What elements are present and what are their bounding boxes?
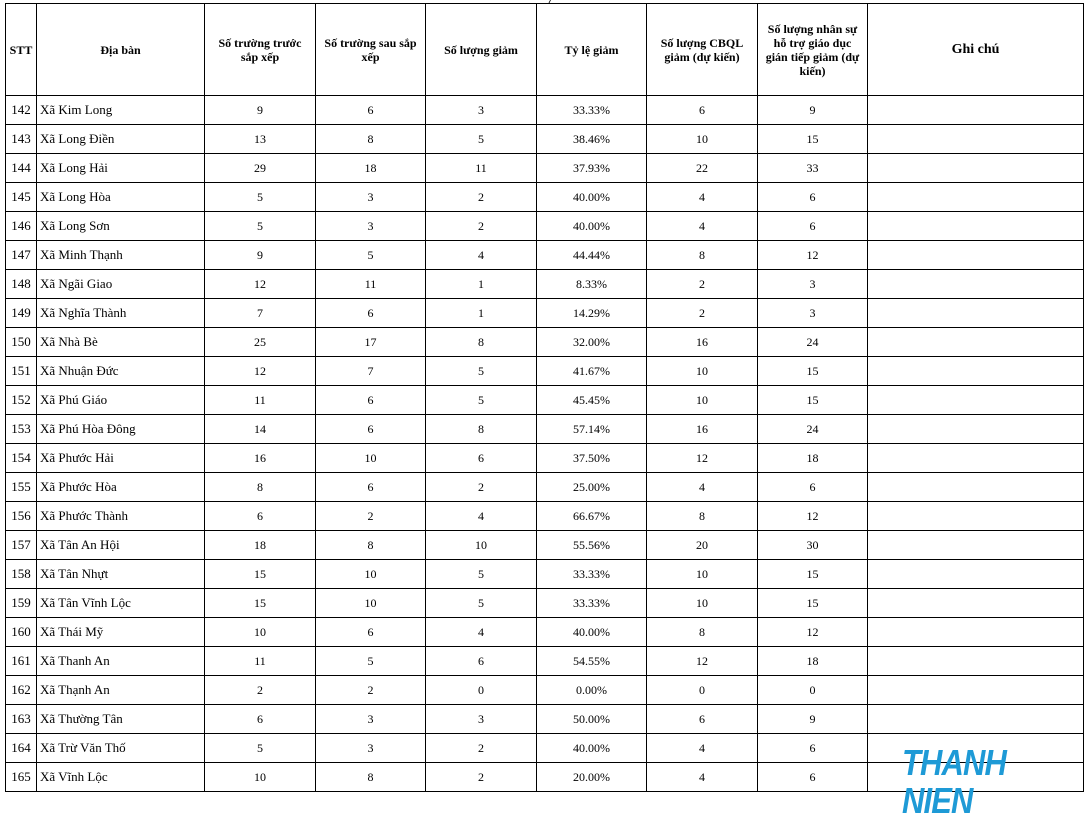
cell-so-luong-giam: 2 bbox=[426, 763, 537, 792]
cell-stt: 157 bbox=[6, 531, 37, 560]
cell-cbql-giam: 2 bbox=[647, 299, 758, 328]
cell-nhan-su-giam: 15 bbox=[758, 589, 868, 618]
cell-ty-le-giam: 40.00% bbox=[537, 183, 647, 212]
cell-ghi-chu bbox=[868, 473, 1084, 502]
cell-truoc-sap-xep: 9 bbox=[205, 241, 316, 270]
cell-truoc-sap-xep: 9 bbox=[205, 96, 316, 125]
cell-truoc-sap-xep: 6 bbox=[205, 705, 316, 734]
cell-cbql-giam: 10 bbox=[647, 386, 758, 415]
table-row bbox=[6, 270, 1084, 299]
table-row bbox=[6, 183, 1084, 212]
cell-truoc-sap-xep: 7 bbox=[205, 299, 316, 328]
cell-dia-ban: Xã Minh Thạnh bbox=[37, 241, 205, 270]
cell-ghi-chu bbox=[868, 154, 1084, 183]
cell-dia-ban: Xã Long Điền bbox=[37, 125, 205, 154]
cell-so-luong-giam: 11 bbox=[426, 154, 537, 183]
cell-stt: 149 bbox=[6, 299, 37, 328]
cell-nhan-su-giam: 9 bbox=[758, 705, 868, 734]
table-row bbox=[6, 241, 1084, 270]
cell-cbql-giam: 10 bbox=[647, 357, 758, 386]
cell-stt: 156 bbox=[6, 502, 37, 531]
cell-stt: 142 bbox=[6, 96, 37, 125]
cell-ty-le-giam: 40.00% bbox=[537, 212, 647, 241]
cell-dia-ban: Xã Long Hải bbox=[37, 154, 205, 183]
cell-sau-sap-xep: 3 bbox=[316, 183, 426, 212]
cell-truoc-sap-xep: 14 bbox=[205, 415, 316, 444]
cell-stt: 163 bbox=[6, 705, 37, 734]
cell-stt: 154 bbox=[6, 444, 37, 473]
header-truoc-sap-xep: Số trường trước sắp xếp bbox=[205, 4, 316, 96]
cell-so-luong-giam: 3 bbox=[426, 96, 537, 125]
table-row bbox=[6, 357, 1084, 386]
cell-cbql-giam: 8 bbox=[647, 241, 758, 270]
cell-ghi-chu bbox=[868, 589, 1084, 618]
cell-ghi-chu bbox=[868, 241, 1084, 270]
cell-truoc-sap-xep: 5 bbox=[205, 183, 316, 212]
cell-nhan-su-giam: 18 bbox=[758, 647, 868, 676]
cell-sau-sap-xep: 10 bbox=[316, 444, 426, 473]
cell-nhan-su-giam: 15 bbox=[758, 560, 868, 589]
cell-ghi-chu bbox=[868, 96, 1084, 125]
cell-ghi-chu bbox=[868, 328, 1084, 357]
cell-sau-sap-xep: 6 bbox=[316, 473, 426, 502]
table-row bbox=[6, 705, 1084, 734]
cell-so-luong-giam: 5 bbox=[426, 125, 537, 154]
cell-dia-ban: Xã Nhà Bè bbox=[37, 328, 205, 357]
cell-nhan-su-giam: 15 bbox=[758, 357, 868, 386]
cell-ty-le-giam: 37.93% bbox=[537, 154, 647, 183]
cell-stt: 147 bbox=[6, 241, 37, 270]
cell-ghi-chu bbox=[868, 705, 1084, 734]
cell-dia-ban: Xã Phú Giáo bbox=[37, 386, 205, 415]
cell-ty-le-giam: 45.45% bbox=[537, 386, 647, 415]
cell-ghi-chu bbox=[868, 647, 1084, 676]
cell-truoc-sap-xep: 8 bbox=[205, 473, 316, 502]
cell-sau-sap-xep: 6 bbox=[316, 618, 426, 647]
cell-so-luong-giam: 4 bbox=[426, 502, 537, 531]
cell-ty-le-giam: 38.46% bbox=[537, 125, 647, 154]
cell-sau-sap-xep: 6 bbox=[316, 96, 426, 125]
cell-cbql-giam: 22 bbox=[647, 154, 758, 183]
cell-ty-le-giam: 37.50% bbox=[537, 444, 647, 473]
cell-ty-le-giam: 41.67% bbox=[537, 357, 647, 386]
cell-ty-le-giam: 66.67% bbox=[537, 502, 647, 531]
cell-so-luong-giam: 5 bbox=[426, 357, 537, 386]
cell-ghi-chu bbox=[868, 444, 1084, 473]
cell-stt: 151 bbox=[6, 357, 37, 386]
cell-sau-sap-xep: 10 bbox=[316, 560, 426, 589]
cell-truoc-sap-xep: 10 bbox=[205, 618, 316, 647]
cell-sau-sap-xep: 10 bbox=[316, 589, 426, 618]
cell-truoc-sap-xep: 15 bbox=[205, 560, 316, 589]
cell-sau-sap-xep: 8 bbox=[316, 763, 426, 792]
table-row bbox=[6, 299, 1084, 328]
cell-stt: 165 bbox=[6, 763, 37, 792]
cell-ty-le-giam: 55.56% bbox=[537, 531, 647, 560]
cell-nhan-su-giam: 24 bbox=[758, 415, 868, 444]
cell-truoc-sap-xep: 5 bbox=[205, 734, 316, 763]
cell-ty-le-giam: 33.33% bbox=[537, 560, 647, 589]
cell-ty-le-giam: 20.00% bbox=[537, 763, 647, 792]
cell-ty-le-giam: 40.00% bbox=[537, 734, 647, 763]
cell-truoc-sap-xep: 29 bbox=[205, 154, 316, 183]
table-row bbox=[6, 96, 1084, 125]
cell-dia-ban: Xã Long Hòa bbox=[37, 183, 205, 212]
table-row bbox=[6, 386, 1084, 415]
cell-dia-ban: Xã Phước Hải bbox=[37, 444, 205, 473]
cell-nhan-su-giam: 3 bbox=[758, 299, 868, 328]
cell-dia-ban: Xã Long Sơn bbox=[37, 212, 205, 241]
cell-so-luong-giam: 3 bbox=[426, 705, 537, 734]
cell-ghi-chu bbox=[868, 357, 1084, 386]
cell-truoc-sap-xep: 16 bbox=[205, 444, 316, 473]
cell-cbql-giam: 12 bbox=[647, 647, 758, 676]
cell-ty-le-giam: 50.00% bbox=[537, 705, 647, 734]
cell-so-luong-giam: 6 bbox=[426, 647, 537, 676]
cell-nhan-su-giam: 6 bbox=[758, 763, 868, 792]
cell-cbql-giam: 12 bbox=[647, 444, 758, 473]
table-row bbox=[6, 125, 1084, 154]
cell-nhan-su-giam: 15 bbox=[758, 386, 868, 415]
cell-ghi-chu bbox=[868, 560, 1084, 589]
cell-cbql-giam: 4 bbox=[647, 183, 758, 212]
cell-cbql-giam: 20 bbox=[647, 531, 758, 560]
cell-dia-ban: Xã Nghĩa Thành bbox=[37, 299, 205, 328]
cell-cbql-giam: 10 bbox=[647, 560, 758, 589]
table-row bbox=[6, 415, 1084, 444]
table-row bbox=[6, 212, 1084, 241]
cell-sau-sap-xep: 3 bbox=[316, 705, 426, 734]
cell-ghi-chu bbox=[868, 618, 1084, 647]
cell-stt: 164 bbox=[6, 734, 37, 763]
cell-sau-sap-xep: 2 bbox=[316, 676, 426, 705]
cell-cbql-giam: 6 bbox=[647, 96, 758, 125]
cell-sau-sap-xep: 3 bbox=[316, 212, 426, 241]
cell-nhan-su-giam: 6 bbox=[758, 473, 868, 502]
cell-cbql-giam: 2 bbox=[647, 270, 758, 299]
cell-stt: 145 bbox=[6, 183, 37, 212]
table-row bbox=[6, 473, 1084, 502]
header-stt: STT bbox=[6, 4, 37, 96]
table-row bbox=[6, 618, 1084, 647]
cell-cbql-giam: 16 bbox=[647, 328, 758, 357]
cell-dia-ban: Xã Trừ Văn Thố bbox=[37, 734, 205, 763]
cell-nhan-su-giam: 24 bbox=[758, 328, 868, 357]
cell-ty-le-giam: 44.44% bbox=[537, 241, 647, 270]
cell-ty-le-giam: 40.00% bbox=[537, 618, 647, 647]
cell-nhan-su-giam: 18 bbox=[758, 444, 868, 473]
cell-ghi-chu bbox=[868, 415, 1084, 444]
cell-stt: 158 bbox=[6, 560, 37, 589]
cell-sau-sap-xep: 6 bbox=[316, 299, 426, 328]
cell-cbql-giam: 8 bbox=[647, 502, 758, 531]
cell-ghi-chu bbox=[868, 299, 1084, 328]
table-row bbox=[6, 676, 1084, 705]
cell-cbql-giam: 10 bbox=[647, 125, 758, 154]
header-row bbox=[6, 4, 1084, 96]
cell-nhan-su-giam: 6 bbox=[758, 183, 868, 212]
cell-sau-sap-xep: 5 bbox=[316, 647, 426, 676]
cell-nhan-su-giam: 30 bbox=[758, 531, 868, 560]
cell-sau-sap-xep: 6 bbox=[316, 386, 426, 415]
table-row bbox=[6, 502, 1084, 531]
cell-truoc-sap-xep: 11 bbox=[205, 386, 316, 415]
cell-truoc-sap-xep: 5 bbox=[205, 212, 316, 241]
cell-so-luong-giam: 2 bbox=[426, 473, 537, 502]
cell-so-luong-giam: 1 bbox=[426, 270, 537, 299]
school-reduction-table bbox=[5, 3, 1084, 821]
table-body bbox=[6, 96, 1084, 821]
cell-dia-ban: Xã Kim Long bbox=[37, 96, 205, 125]
table-row bbox=[6, 589, 1084, 618]
cell-cbql-giam: 16 bbox=[647, 415, 758, 444]
cell-cbql-giam: 8 bbox=[647, 618, 758, 647]
cell-nhan-su-giam: 12 bbox=[758, 502, 868, 531]
cell-stt: 144 bbox=[6, 154, 37, 183]
cell-truoc-sap-xep: 12 bbox=[205, 357, 316, 386]
table-row bbox=[6, 444, 1084, 473]
cell-nhan-su-giam: 33 bbox=[758, 154, 868, 183]
cell-stt: 162 bbox=[6, 676, 37, 705]
cell-so-luong-giam: 4 bbox=[426, 241, 537, 270]
cell-cbql-giam: 6 bbox=[647, 705, 758, 734]
cell-so-luong-giam: 8 bbox=[426, 328, 537, 357]
cell-nhan-su-giam: 6 bbox=[758, 734, 868, 763]
cell-nhan-su-giam: 12 bbox=[758, 241, 868, 270]
cell-so-luong-giam: 5 bbox=[426, 560, 537, 589]
thanhnien-logo: THANH NIEN bbox=[902, 742, 1007, 821]
cell-truoc-sap-xep: 6 bbox=[205, 502, 316, 531]
cell-ghi-chu bbox=[868, 270, 1084, 299]
cell-ghi-chu bbox=[868, 183, 1084, 212]
cell-stt: 148 bbox=[6, 270, 37, 299]
cell-dia-ban: Xã Ngãi Giao bbox=[37, 270, 205, 299]
table-row bbox=[6, 531, 1084, 560]
cell-nhan-su-giam: 9 bbox=[758, 96, 868, 125]
cell-ty-le-giam: 57.14% bbox=[537, 415, 647, 444]
cell-nhan-su-giam: 3 bbox=[758, 270, 868, 299]
cell-nhan-su-giam: 6 bbox=[758, 212, 868, 241]
table-row bbox=[6, 647, 1084, 676]
cell-stt: 160 bbox=[6, 618, 37, 647]
cell-truoc-sap-xep: 13 bbox=[205, 125, 316, 154]
cell-sau-sap-xep: 18 bbox=[316, 154, 426, 183]
cell-dia-ban: Xã Thạnh An bbox=[37, 676, 205, 705]
cell-stt: 159 bbox=[6, 589, 37, 618]
cell-stt: 155 bbox=[6, 473, 37, 502]
cell-sau-sap-xep: 8 bbox=[316, 531, 426, 560]
cell-ghi-chu bbox=[868, 386, 1084, 415]
cell-sau-sap-xep: 3 bbox=[316, 734, 426, 763]
cell-ghi-chu bbox=[868, 676, 1084, 705]
cell-truoc-sap-xep: 2 bbox=[205, 676, 316, 705]
cell-dia-ban: Xã Thanh An bbox=[37, 647, 205, 676]
header-cbql-giam: Số lượng CBQL giảm (dự kiến) bbox=[647, 4, 758, 96]
cell-ghi-chu bbox=[868, 502, 1084, 531]
cell-ghi-chu bbox=[868, 531, 1084, 560]
cell-so-luong-giam: 1 bbox=[426, 299, 537, 328]
cell-truoc-sap-xep: 12 bbox=[205, 270, 316, 299]
cell-sau-sap-xep: 8 bbox=[316, 125, 426, 154]
cell-ghi-chu bbox=[868, 212, 1084, 241]
cell-sau-sap-xep: 2 bbox=[316, 502, 426, 531]
table-row bbox=[6, 328, 1084, 357]
header-ghi-chu: Ghi chú bbox=[868, 4, 1084, 96]
cell-ty-le-giam: 33.33% bbox=[537, 96, 647, 125]
cell-cbql-giam: 4 bbox=[647, 212, 758, 241]
cell-truoc-sap-xep: 25 bbox=[205, 328, 316, 357]
cell-cbql-giam: 4 bbox=[647, 763, 758, 792]
cell-nhan-su-giam: 15 bbox=[758, 125, 868, 154]
cell-ty-le-giam: 33.33% bbox=[537, 589, 647, 618]
cell-so-luong-giam: 8 bbox=[426, 415, 537, 444]
cell-sau-sap-xep: 7 bbox=[316, 357, 426, 386]
cell-truoc-sap-xep: 18 bbox=[205, 531, 316, 560]
cell-truoc-sap-xep: 11 bbox=[205, 647, 316, 676]
cell-sau-sap-xep: 11 bbox=[316, 270, 426, 299]
cell-stt: 153 bbox=[6, 415, 37, 444]
cell-dia-ban: Xã Tân An Hội bbox=[37, 531, 205, 560]
cell-so-luong-giam: 10 bbox=[426, 531, 537, 560]
cell-so-luong-giam: 0 bbox=[426, 676, 537, 705]
header-sau-sap-xep: Số trường sau sắp xếp bbox=[316, 4, 426, 96]
cell-ty-le-giam: 0.00% bbox=[537, 676, 647, 705]
cell-stt: 152 bbox=[6, 386, 37, 415]
cell-ty-le-giam: 32.00% bbox=[537, 328, 647, 357]
header-nhan-su-giam: Số lượng nhân sự hỗ trợ giáo dục gián tiếp giảm (dự kiến) bbox=[758, 4, 868, 96]
cell-ghi-chu bbox=[868, 125, 1084, 154]
cell-so-luong-giam: 2 bbox=[426, 183, 537, 212]
cell-so-luong-giam: 5 bbox=[426, 589, 537, 618]
cell-ty-le-giam: 25.00% bbox=[537, 473, 647, 502]
cell-stt: 150 bbox=[6, 328, 37, 357]
cell-so-luong-giam: 4 bbox=[426, 618, 537, 647]
cell-ty-le-giam: 8.33% bbox=[537, 270, 647, 299]
cell-cbql-giam: 4 bbox=[647, 734, 758, 763]
cell-dia-ban: Xã Phước Hòa bbox=[37, 473, 205, 502]
cell-so-luong-giam: 2 bbox=[426, 734, 537, 763]
cell-truoc-sap-xep: 10 bbox=[205, 763, 316, 792]
header-ty-le-giam: Tỷ lệ giảm bbox=[537, 4, 647, 96]
cell-sau-sap-xep: 6 bbox=[316, 415, 426, 444]
cell-so-luong-giam: 2 bbox=[426, 212, 537, 241]
cell-dia-ban: Xã Phú Hòa Đông bbox=[37, 415, 205, 444]
cell-stt: 146 bbox=[6, 212, 37, 241]
cell-dia-ban: Xã Nhuận Đức bbox=[37, 357, 205, 386]
cell-dia-ban: Xã Thái Mỹ bbox=[37, 618, 205, 647]
cell-dia-ban: Xã Tân Nhựt bbox=[37, 560, 205, 589]
cell-so-luong-giam: 6 bbox=[426, 444, 537, 473]
table-row bbox=[6, 560, 1084, 589]
cell-dia-ban: Xã Tân Vĩnh Lộc bbox=[37, 589, 205, 618]
cell-truoc-sap-xep: 15 bbox=[205, 589, 316, 618]
cell-dia-ban: Xã Vĩnh Lộc bbox=[37, 763, 205, 792]
cell-dia-ban: Xã Thường Tân bbox=[37, 705, 205, 734]
header-so-luong-giam: Số lượng giảm bbox=[426, 4, 537, 96]
cell-sau-sap-xep: 5 bbox=[316, 241, 426, 270]
cell-ty-le-giam: 54.55% bbox=[537, 647, 647, 676]
cell-stt: 143 bbox=[6, 125, 37, 154]
cell-cbql-giam: 10 bbox=[647, 589, 758, 618]
cell-nhan-su-giam: 12 bbox=[758, 618, 868, 647]
table-row bbox=[6, 154, 1084, 183]
header-dia-ban: Địa bàn bbox=[37, 4, 205, 96]
cell-sau-sap-xep: 17 bbox=[316, 328, 426, 357]
cell-ty-le-giam: 14.29% bbox=[537, 299, 647, 328]
cell-cbql-giam: 0 bbox=[647, 676, 758, 705]
cell-cbql-giam: 4 bbox=[647, 473, 758, 502]
cell-stt: 161 bbox=[6, 647, 37, 676]
cell-dia-ban: Xã Phước Thành bbox=[37, 502, 205, 531]
cell-nhan-su-giam: 0 bbox=[758, 676, 868, 705]
cell-so-luong-giam: 5 bbox=[426, 386, 537, 415]
